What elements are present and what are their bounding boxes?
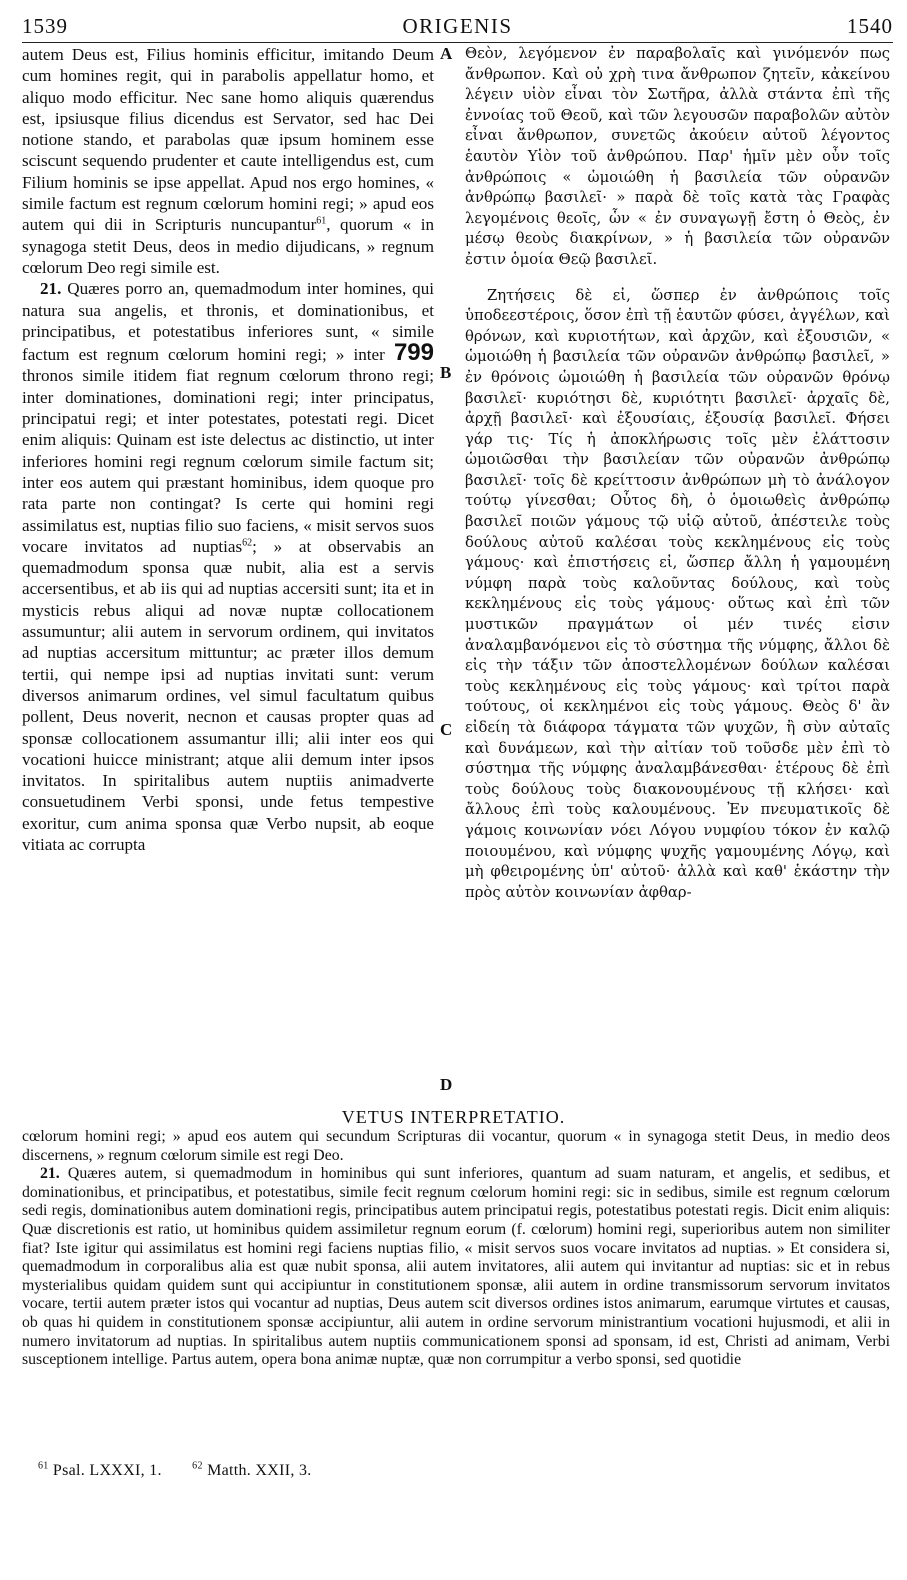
footnotes bbox=[38, 1462, 312, 1480]
vetus-paragraph-21: 21. Quæres autem, si quemadmodum in hominibus qui sunt inferiores, quantum ad suam naturam, et angelis, et sedibus, et dominationibus, et principatibus, et potestatibus, simile fecit regnum cœlorum homini regi: sic in sedibus, simile est regnum cœlorum sedi regis, dominationibus autem dominationi regis, principatibus autem principatui regis, potestatibus potestati regis. Dicit enim aliquis: Quæ discretionis est ratio, ut hominibus quidem assimiletur regnum eorum (f. cœlorum) homini regi, superioribus autem non similiter fiat? Iste igitur qui assimilatus est homini regi faciens nuptias filio, « misit servos suos vocare invitatos ad nuptias. » Et considera si, quemadmodum in corporalibus alia est quæ nubit sponsa, alii autem invitatores, alii autem qui invitantur ad nuptias: sic et in rebus mysterialibus quidam quidem sunt qui accipiuntur in constitutionem sponsæ, alii autem in ordine transmissorum servorum invitatos vocare, tertii autem præter istos qui vocantur ad nuptias, Deus autem scit diversos ordines istos animarum, earumque virtutes et causas, ob quas hi quidem in constitutionem sponsæ accipiuntur, alii autem in ordine servorum ministrantium vocationi hujusmodi, et alii in numero invitatorum ad nuptias. In spiritalibus autem nuptiis communicationem sponsi ad sponsam, id est, Christi ad animam, Verbi susceptionem intellige. Partus autem, opera bona animæ nuptæ, quæ non corrumpitur a verbo sponsi, sed quotidie bbox=[22, 1165, 890, 1369]
margin-marker-c: C bbox=[440, 720, 453, 739]
greek-paragraph-1: Θεὸν, λεγόμενον ἐν παραβολαῖς καὶ γινόμενόν πως ἄνθρωπον. Καὶ οὐ χρὴ τινα ἄνθρωπον ζητεῖν, κἀκείνου λέγειν υἱὸν εἶναι τὸν Σωτῆρα, ἀλλὰ στάντα ἐπὶ τῆς ἐννοίας τοῦ Θεοῦ, καὶ τῶν λεγουσῶν παραβολῶν αὐτὸν εἶναι ἄνθρωπον, συνετῶς ἀκούειν αὐτοῦ λέγοντος ἑαυτὸν Υἱὸν τοῦ ἀνθρώπου. Παρ' ἡμῖν μὲν οὖν τοῖς ἀνθρώποις « ὡμοιώθη ἡ βασιλεία τῶν οὐρανῶν ἀνθρώπῳ βασιλεῖ· » παρὰ δὲ τοῖς κατὰ τὰς Γραφὰς λεγομένοις θεοῖς, ὧν « ἐν συναγωγῇ ἔστη ὁ Θεὸς, ἐν μέσῳ θεοὺς διακρίνων, » ἡ βασιλεία τῶν οὐρανῶν ἐστιν ὁμοία Θεῷ βασιλεῖ. bbox=[465, 45, 890, 268]
latin-paragraph-1: autem Deus est, Filius hominis efficitur, imitando Deum cum homines regit, qui in parabolis appellatur homo, et aliquo modo efficitur. Nec sane homo aliquis quærendus est, ipsiusque filius dicendus est Servator, sed hac Dei notione stando, et parabolas quæ ipsum hominem esse sciscunt sequendo prudenter et caute intelligendus est, cum Filium hominis se ipse appellat. Apud nos ergo homines, « simile factum est regnum cœlorum homini regi; » apud eos autem qui dii in Scripturis nuncupantur$^{61}$, quorum « in synagoga stetit Deus, deos in medio dijudicans, » regnum cœlorum Deo regi simile est. bbox=[22, 45, 434, 277]
margin-marker-d: D bbox=[440, 1075, 453, 1094]
running-title: ORIGENIS bbox=[402, 14, 513, 38]
right-page-number: 1540 bbox=[847, 14, 893, 38]
left-page-number: 1539 bbox=[22, 14, 68, 38]
footnote-ref-62: 62 bbox=[242, 537, 253, 549]
vetus-paragraph-1: cœlorum homini regi; » apud eos autem qui secundum Scripturas dii vocantur, quorum « in synagoga stetit Deus, in medio deos discernens, » regnum cœlorum simile est regi Deo. bbox=[22, 1128, 890, 1164]
section-number: 21. bbox=[40, 1165, 60, 1183]
greek-paragraph-2: Ζητήσεις δὲ εἰ, ὥσπερ ἐν ἀνθρώποις τοῖς ὑποδεεστέροις, ὅσον ἐπὶ τῇ ἑαυτῶν φύσει, ἀγγέλων, καὶ θρόνων, καὶ κυριοτήτων, καὶ ἀρχῶν, καὶ ἐξουσιῶν, « ὡμοιώθη ἡ βασιλεία τῶν οὐρανῶν ἀνθρώπῳ βασιλεῖ, » ἐν θρόνοις ὡμοιώθη ἡ βασιλεία τῶν οὐρανῶν θρόνῳ βασιλεῖ· κυριότησι δὲ, κυριότητι βασιλεῖ· ἀρχαῖς δὲ, ἀρχῇ βασιλεῖ· καὶ ἐξουσίαις, ἐξουσίᾳ βασιλεῖ. Φήσει γάρ τις· Τίς ἡ ἀποκλήρωσις τοῖς μὲν ἐλάττοσιν ὡμοιῶσθαι τὴν βασιλείαν τῶν οὐρανῶν ἀνθρώπῳ βασιλεῖ· τοῖς δὲ κρείττοσιν ἀνθρώπων μὴ τὸ ἀνάλογον τούτῳ γίνεσθαι; Οὗτος δὴ, ὁ ὁμοιωθεὶς ἀνθρώπῳ βασιλεῖ ποιῶν γάμους τῷ υἱῷ αὐτοῦ, ἀπέστειλε τοὺς δούλους αὐτοῦ καλέσαι τοὺς κεκλημένους εἰς τοὺς γάμους· καὶ ἐπιστήσεις εἰ, ὥσπερ ἄλλη ἡ γαμουμένη νύμφη παρὰ τοὺς καλοῦντας δούλους, καὶ τοὺς κεκλημένους εἰς τοὺς γάμους· οὕτως καὶ ἐπὶ τῶν μυστικῶν πραγμάτων οἱ μέν τινές εἰσιν ἀναλαμβανόμενοι εἰς τὸ σύστημα τῆς νύμφης, ἄλλοι δὲ εἰς τὴν τάξιν τῶν ἀποστελλομένων δούλων καλέσαι τοὺς κεκλημένους εἰς τοὺς γάμους· καὶ τρίτοι παρὰ τούτους, οἱ κεκλημένοι εἰς τοὺς γάμους. Θεὸς δ' ἂν εἰδείη τὰ διάφορα τάγματα τῶν ψυχῶν, ἢ σὺν αὐταῖς καὶ δυνάμεων, καὶ τὴν αἰτίαν τοῦ τοῦσδε μὲν ἐπὶ τὸ σύστημα τῆς νύμφης ἀναλαμβάνεσθαι· ἑτέρους δὲ ἐπὶ τοὺς δούλους τοὺς διακονουμένους τῇ κλήσει· καὶ ἄλλους ἐπὶ τοὺς καλουμένους. Ἐν πνευματικοῖς δὲ γάμοις κοινωνίαν νόει Λόγου νυμφίου τόκον ἐν καλῷ ποιουμένου, καὶ νύμφης ψυχῆς γαμουμένης Λόγῳ, καὶ μὴ φθειρομένης ὑπ' αὐτοῦ· ἀλλὰ καὶ καθ' ἑκάστην τὴν πρὸς αὐτὸν κοινωνίαν ἀφθαρ- bbox=[465, 286, 890, 901]
footnote-ref-61: 61 bbox=[316, 215, 327, 227]
vetus-interpretatio-text bbox=[22, 1128, 890, 1370]
page-header bbox=[22, 14, 893, 44]
section-number: 21. bbox=[40, 279, 62, 299]
footnote-62: $^{62}$ Matth. XXII, 3. bbox=[192, 1460, 312, 1479]
margin-marker-b: B bbox=[440, 363, 452, 382]
latin-column bbox=[22, 44, 434, 855]
margin-marker-a: A bbox=[440, 44, 453, 63]
footnote-61: $^{61}$ Psal. LXXXI, 1. bbox=[38, 1460, 162, 1479]
section-heading: VETUS INTERPRETATIO. bbox=[341, 1107, 566, 1127]
latin-paragraph-21: 21. Quæres porro an, quemadmodum inter homines, qui natura sua angelis, et thronis, et dominationibus, et principatibus, et potestatibus inferiores sunt, « simile factum est regnum cœlorum homini regi; » inter 799 thronos simile itidem fiat regnum cœlorum throno regi; inter dominationes, dominationi regi; inter principatus, principatui regi; et inter potestates, potestati regi. Dicet enim aliquis: Quinam est iste delectus ac distinctio, ut inter inferiores homini regi regnum cœlorum simile factum sit; inter eos autem qui præstant hominibus, idem quoque pro rata parte non contingat? Is certe qui homini regi assimilatus est, nuptias filio suo faciens, « misit servos suos vocare invitatos ad nuptias$^{62}$; » at observabis an quemadmodum sponsa quæ nubit, alia est a servis accersentibus, et ab iis qui ad nuptias accersiti sunt; ita et in mysticis rebus aliqui ad novæ nuptæ collocationem assumuntur; alii autem in servorum ordinem, qui invitatos ad nuptias accersitum mittuntur; ac præter illos demum tertii, qui nempe ipsi ad nuptias invitati sunt: verum diversos animarum ordines, vel simul facultatum quibus pollent, Deus noverit, necnon et causas propter quas ad sponsæ collocationem assumantur illi; alii inter eos qui vocationi huicce ministrant; atque alii demum inter ipsos invitatos. In spiritalibus autem nuptiis animadverte consuetudinem Verbi sponsi, unde fetus tempestive exoritur, cum anima sponsa quæ Verbo nupsit, ab eoque vitiata ac corrupta bbox=[22, 279, 434, 854]
header-rule bbox=[22, 42, 893, 43]
greek-column bbox=[465, 44, 890, 903]
column-number: 799 bbox=[393, 339, 434, 367]
